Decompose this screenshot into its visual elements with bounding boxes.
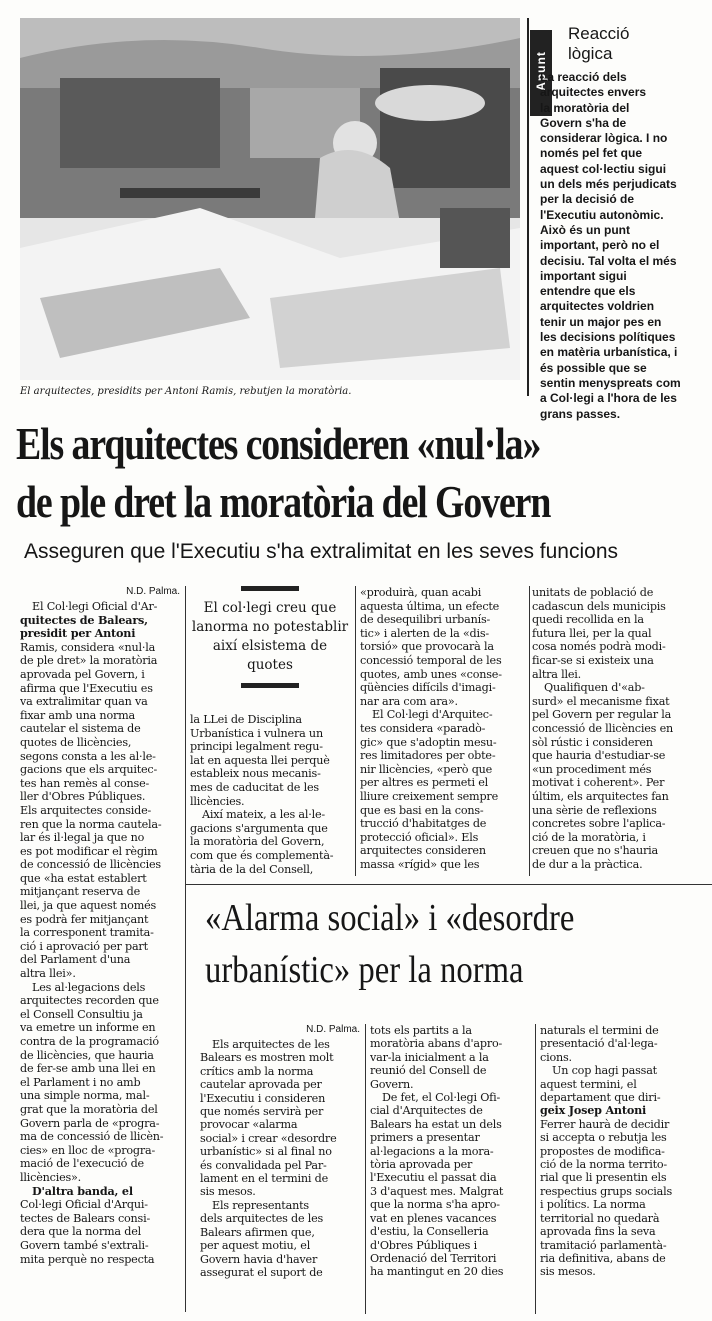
text-line: l'Executiu el passat dia xyxy=(370,1171,497,1185)
text-line: tes han remès al conse- xyxy=(20,776,150,790)
headline-line: urbanístic» per la norma xyxy=(205,949,524,991)
byline: N.D. Palma. xyxy=(126,586,180,597)
text-line: D'altra banda, el xyxy=(32,1184,133,1198)
text-line: la LLei de Disciplina xyxy=(190,713,302,726)
text-line: important sigui xyxy=(540,268,627,283)
text-line: moratòria abans d'apro- xyxy=(370,1037,503,1051)
text-line: 3 d'aquest mes. Malgrat xyxy=(370,1184,504,1198)
text-line: fixar amb una norma xyxy=(20,708,136,722)
article-column-3 xyxy=(360,586,528,871)
text-line: al·legacions a la mora- xyxy=(370,1144,494,1158)
text-line: lament en el termini de xyxy=(200,1172,329,1186)
text-line: grans passes. xyxy=(540,406,621,421)
text-line: Les al·legacions dels xyxy=(32,980,146,994)
photo-caption: El arquitectes, presidits per Antoni Ramis, rebutjen la moratòria. xyxy=(20,386,352,397)
text-line: Un cop hagi passat xyxy=(552,1064,657,1078)
column-divider xyxy=(185,586,186,1312)
text-line: El Col·legi Oficial d'Ar- xyxy=(32,600,158,613)
text-line: decisiu. Tal volta el més xyxy=(540,253,677,268)
main-headline xyxy=(16,415,587,531)
text-line: la corresponent tramita- xyxy=(20,926,154,940)
text-line: cautelar el sistema de xyxy=(20,722,141,736)
text-line: qüències difícils d'imagi- xyxy=(360,681,496,695)
text-line: de fer-se amb una llei en xyxy=(20,1062,156,1076)
photo-illustration xyxy=(20,18,520,380)
aside-title xyxy=(568,24,703,64)
text-line: urbanístic» si al final no xyxy=(200,1145,332,1159)
text-line: pel Govern per regular la xyxy=(532,708,672,722)
text-line: ció de la moratòria, i xyxy=(532,830,646,844)
text-line: mes de caducitat de les xyxy=(190,780,319,794)
text-line: massa «rígid» que les xyxy=(360,857,480,871)
text-line: Balears ha estat un dels xyxy=(370,1117,502,1131)
text-line: lliure creixement sempre xyxy=(360,789,498,803)
text-line: Col·legi Oficial d'Arqui- xyxy=(20,1198,148,1212)
text-line: Ramis, considera «nul·la xyxy=(20,640,156,654)
text-line: res limitadores per obte- xyxy=(360,749,496,763)
text-line: social» i crear «desordre xyxy=(200,1131,337,1145)
text-line: Els representants xyxy=(212,1198,309,1212)
text-line: Qualifiquen d'«ab- xyxy=(544,681,645,695)
text-line: contra de la programació xyxy=(20,1035,159,1048)
text-line: Govern parla de «progra- xyxy=(20,1116,160,1130)
text-line: respectius grups socials xyxy=(540,1184,673,1198)
text-line: sentin menyspreats com xyxy=(540,375,681,390)
text-line: tària de la del Consell, xyxy=(190,862,314,876)
text-line: ma de concessió de llicèn- xyxy=(20,1130,164,1144)
text-line: Balears es mostren molt xyxy=(200,1051,334,1065)
headline-line: Els arquitectes consideren «nul·la» xyxy=(16,419,541,469)
text-line: Urbanística i vulnera un xyxy=(190,726,323,740)
text-line: cautelar aprovada per xyxy=(200,1078,322,1092)
text-line: ller d'Obres Públiques. xyxy=(20,790,146,804)
pull-quote-bar xyxy=(241,683,299,688)
article-column-3 xyxy=(540,1024,705,1279)
text-line: ció i aprovació per part xyxy=(20,939,148,953)
text-line: cial d'Arquitectes de xyxy=(370,1104,483,1118)
text-line: assegurat el suport de xyxy=(200,1265,323,1279)
text-line: protecció oficial». Els xyxy=(360,830,479,844)
text-line: futura llei, per la qual xyxy=(532,626,652,640)
text-line: un dels més perjudicats xyxy=(540,177,677,192)
text-line: les decisions polítiques xyxy=(540,330,676,345)
text-line: rial que li presentin els xyxy=(540,1171,667,1185)
text-line: es podrà fer mitjançant xyxy=(20,912,149,926)
text-line: últim, els arquitectes fan xyxy=(532,789,669,803)
text-line: nar ara com ara». xyxy=(360,694,458,708)
text-line: segons consta a les al·le- xyxy=(20,749,156,763)
text-line: ció de la norma territo- xyxy=(540,1158,668,1172)
text-line: Govern. xyxy=(370,1077,414,1091)
text-line: El Col·legi d'Arquitec- xyxy=(372,708,493,722)
text-line: tots els partits a la xyxy=(370,1024,472,1037)
text-line: «un procediment més xyxy=(532,762,652,776)
text-line: gic» que s'adoptin mesu- xyxy=(360,735,497,749)
text-line: propostes de modifica- xyxy=(540,1144,665,1158)
text-line: va emetre un informe en xyxy=(20,1021,156,1035)
text-line: primers a presentar xyxy=(370,1131,480,1145)
aside-title-line: lògica xyxy=(568,44,613,63)
text-line: ficar-se si existeix una xyxy=(532,653,654,667)
text-line: creuen que no s'hauria xyxy=(532,844,658,858)
section-tag: Apunt xyxy=(534,51,548,91)
text-line: de concessió de llicències xyxy=(20,858,161,872)
text-line: unitats de població de xyxy=(532,586,654,599)
text-line: llicències. xyxy=(190,794,245,808)
text-line: de desequilibri urbanís- xyxy=(360,613,491,627)
text-line: Els arquitectes conside- xyxy=(20,803,152,817)
text-line: el Consell Consultiu ja xyxy=(20,1007,143,1021)
text-line: altra llei». xyxy=(20,967,76,981)
aside-title-line: Reacció xyxy=(568,24,630,43)
text-line: Això és un punt xyxy=(540,222,630,237)
text-line: El col·legi creu que la xyxy=(191,600,337,635)
text-line: cadascun dels municipis xyxy=(532,599,666,613)
text-line: ria definitiva, abans de xyxy=(540,1251,666,1265)
text-line: establir així el xyxy=(212,619,349,654)
text-line: norma no pot xyxy=(204,619,296,635)
text-line: quitectes de Balears, xyxy=(20,613,148,627)
text-line: una simple norma, mal- xyxy=(20,1089,150,1103)
text-line: var-la inicialment a la xyxy=(370,1050,489,1064)
text-line: tramitació parlamentà- xyxy=(540,1238,667,1252)
text-line: presidit per Antoni xyxy=(20,627,136,641)
text-line: Els arquitectes de les xyxy=(212,1038,330,1051)
text-line: aquest termini, el xyxy=(540,1077,637,1091)
text-line: grat que la moratòria del xyxy=(20,1102,158,1116)
text-line: altra llei. xyxy=(532,667,582,681)
text-line: arquitectes consideren xyxy=(360,844,486,858)
text-line: Ordenació del Territori xyxy=(370,1251,497,1265)
text-line: aprovada pel Govern, i xyxy=(20,667,145,681)
text-line: i polítics. La norma xyxy=(540,1198,646,1212)
text-line: si accepta o rebutja les xyxy=(540,1131,667,1145)
byline: N.D. Palma. xyxy=(306,1024,360,1035)
text-line: sis mesos. xyxy=(540,1265,596,1279)
article-column-1 xyxy=(20,600,180,1266)
text-line: que només servirà per xyxy=(200,1105,324,1119)
text-line: estableix nous mecanis- xyxy=(190,767,321,781)
aside-body xyxy=(540,70,705,422)
text-line: aquest col·lectiu sigui xyxy=(540,161,667,176)
text-line: departament que diri- xyxy=(540,1091,661,1105)
article-column-1 xyxy=(200,1038,360,1279)
text-line: tic» i alerten de la «dis- xyxy=(360,626,490,640)
text-line: aquesta última, un efecte xyxy=(360,599,500,613)
text-line: l'Executiu i consideren xyxy=(200,1091,326,1105)
text-line: llei, ja que aquest només xyxy=(20,899,157,913)
text-line: quedi recollida en la xyxy=(532,613,644,627)
pull-quote-text xyxy=(190,591,350,683)
text-line: arquitectes voldrien xyxy=(540,299,655,314)
text-line: important, però no el xyxy=(540,238,660,253)
text-line: provocar «alarma xyxy=(200,1118,298,1132)
article-photo xyxy=(20,18,520,380)
text-line: tòria aprovada per xyxy=(370,1158,473,1172)
text-line: com que és complementà- xyxy=(190,848,334,862)
text-line: «produirà, quan acabi xyxy=(360,586,482,599)
text-line: nir llicències, «però que xyxy=(360,762,493,776)
text-line: tenir un major pes en xyxy=(540,314,662,329)
text-line: una sèrie de reflexions xyxy=(532,803,657,817)
text-line: tes considera «paradò- xyxy=(360,721,486,735)
text-line: sistema de quotes xyxy=(247,638,328,673)
text-line: el Parlament i no amb xyxy=(20,1075,141,1089)
text-line: Govern s'ha de xyxy=(540,115,627,130)
text-line: arquitectes recorden que xyxy=(20,994,159,1008)
text-line: quotes, amb unes «conse- xyxy=(360,667,502,681)
text-line: mita perquè no respecta xyxy=(20,1252,155,1266)
text-line: és possible que se xyxy=(540,360,647,375)
article-column-2 xyxy=(370,1024,530,1279)
text-line: Govern també s'extrali- xyxy=(20,1238,149,1252)
text-line: Ferrer haurà de decidir xyxy=(540,1117,670,1131)
text-line: per altres es permeti el xyxy=(360,776,489,790)
text-line: de llicències, que hauria xyxy=(20,1048,154,1062)
subheadline: Asseguren que l'Executiu s'ha extralimitat en les seves funcions xyxy=(24,540,618,563)
text-line: territorial no quedarà xyxy=(540,1211,660,1225)
text-line: geix Josep Antoni xyxy=(540,1104,647,1118)
text-line: aprovada fins la seva xyxy=(540,1225,656,1239)
text-line: és convalidada pel Par- xyxy=(200,1158,327,1172)
second-headline xyxy=(205,892,635,996)
text-line: que la norma s'ha apro- xyxy=(370,1198,500,1212)
text-line: es pot modificar el règim xyxy=(20,844,158,858)
text-line: reunió del Consell de xyxy=(370,1064,487,1078)
column-divider xyxy=(535,1024,536,1314)
text-line: sòl rústic i consideren xyxy=(532,735,653,749)
sidebar-divider xyxy=(527,18,529,396)
text-line: d'Obres Públiques i xyxy=(370,1238,477,1252)
text-line: només pel fet que xyxy=(540,146,643,161)
text-line: dels arquitectes de les xyxy=(200,1212,324,1226)
text-line: a Col·legi a l'hora de les xyxy=(540,391,677,406)
text-line: va extralimitar quan va xyxy=(20,695,148,709)
article-column-4 xyxy=(532,586,702,871)
text-line: cions. xyxy=(540,1050,572,1064)
text-line: que es basi en la cons- xyxy=(360,803,484,817)
text-line: ren que la norma cautela- xyxy=(20,817,162,831)
text-line: De fet, el Col·legi Ofi- xyxy=(382,1091,501,1105)
text-line: motivat i coherent». Per xyxy=(532,776,665,790)
text-line: entendre que els xyxy=(540,284,636,299)
text-line: Govern havia d'haver xyxy=(200,1252,318,1266)
text-line: tectes de Balears consi- xyxy=(20,1211,151,1225)
text-line: gacions s'argumenta que xyxy=(190,821,328,835)
text-line: l'Executiu autonòmic. xyxy=(540,207,664,222)
text-line: mació de l'execució de xyxy=(20,1157,144,1171)
text-line: la moratòria del xyxy=(540,100,630,115)
section-divider xyxy=(186,884,712,885)
text-line: principi legalment regu- xyxy=(190,740,323,754)
text-line: considerar lògica. I no xyxy=(540,131,668,146)
article-column-2 xyxy=(190,713,350,876)
text-line: lat en aquesta llei perquè xyxy=(190,753,330,767)
text-line: cies» en lloc de «progra- xyxy=(20,1143,156,1157)
text-line: ha mantingut en 20 dies xyxy=(370,1265,504,1279)
text-line: del Parlament d'una xyxy=(20,953,131,967)
text-line: Així mateix, a les al·le- xyxy=(202,808,326,822)
text-line: concretes sobre l'aplica- xyxy=(532,817,666,831)
column-divider xyxy=(529,586,530,876)
text-line: per aquest motiu, el xyxy=(200,1239,311,1253)
headline-line: de ple dret la moratòria del Govern xyxy=(16,477,551,527)
text-line: mitjançant reserva de xyxy=(20,885,141,899)
text-line: que «ha estat establert xyxy=(20,871,147,885)
column-divider xyxy=(355,586,356,876)
text-line: crítics amb la norma xyxy=(200,1064,314,1078)
text-line: per la decisió de xyxy=(540,192,635,207)
headline-line: «Alarma social» i «desordre xyxy=(205,897,575,939)
text-line: presentació d'al·lega- xyxy=(540,1037,658,1051)
text-line: cosa només podrà modi- xyxy=(532,640,666,654)
text-line: en matèria urbanística, i xyxy=(540,345,678,360)
text-line: Balears afirmen que, xyxy=(200,1225,315,1239)
text-line: d'estiu, la Conselleria xyxy=(370,1225,489,1239)
column-divider xyxy=(365,1024,366,1314)
text-line: surd» el mecanisme fixat xyxy=(532,694,670,708)
text-line: concessió de llicències en xyxy=(532,721,673,735)
text-line: naturals el termini de xyxy=(540,1024,659,1037)
text-line: afirma que l'Executiu es xyxy=(20,681,153,695)
text-line: vat en plenes vacances xyxy=(370,1211,497,1225)
text-line: sis mesos. xyxy=(200,1185,256,1199)
text-line: trucció d'habitatges de xyxy=(360,817,487,831)
text-line: de ple dret» la moratòria xyxy=(20,654,158,668)
text-line: gacions que els arquitec- xyxy=(20,763,158,777)
text-line: de dur a la pràctica. xyxy=(532,857,643,871)
text-line: la moratòria del Govern, xyxy=(190,835,325,849)
pull-quote xyxy=(190,586,350,688)
text-line: torsió» que provocarà la xyxy=(360,640,494,654)
text-line: llicències». xyxy=(20,1170,82,1184)
text-line: que hauria d'estudiar-se xyxy=(532,749,666,763)
text-line: arquitectes envers xyxy=(540,85,647,100)
text-line: dera que la norma del xyxy=(20,1225,141,1239)
text-line: lar és il·legal ja que no xyxy=(20,831,145,845)
text-line: quotes de llicències, xyxy=(20,735,132,749)
text-line: La reacció dels xyxy=(540,70,627,84)
text-line: concessió temporal de les xyxy=(360,653,502,667)
